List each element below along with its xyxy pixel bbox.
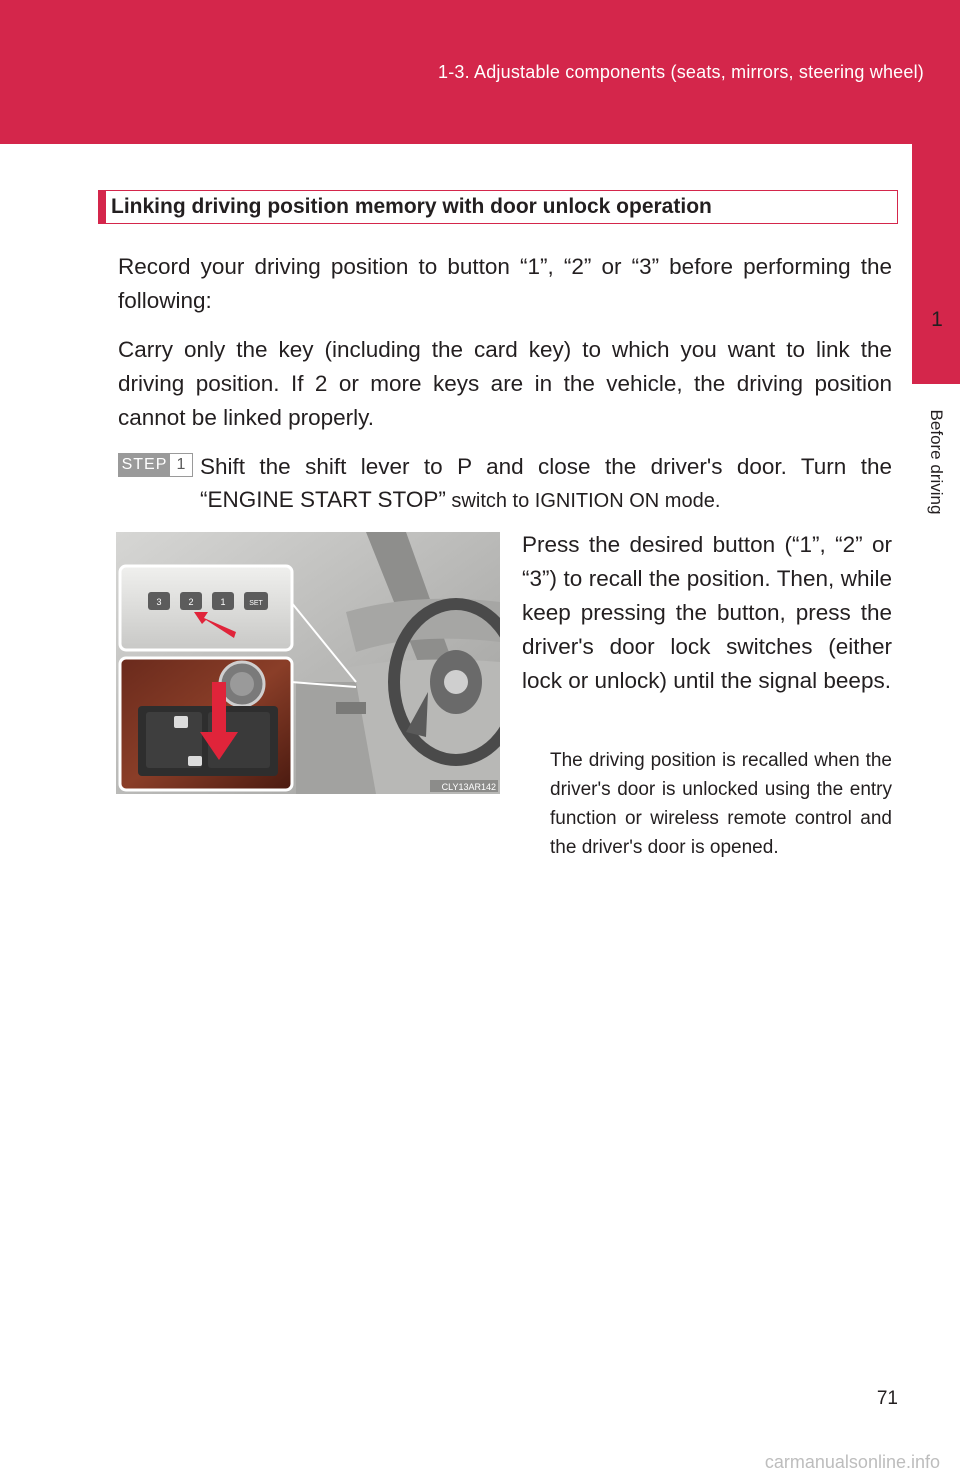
intro-paragraph-1: Record your driving position to button “1”, “2” or “3” before performing the following: [118,254,892,313]
button-3-label: 3 [156,597,162,607]
button-2-label: 2 [188,597,194,607]
step-1-badge [118,453,193,477]
heading-accent-bar [98,190,106,224]
step-label: STEP [119,454,170,476]
memory-switch-illustration [116,532,500,794]
chapter-section-title: 1-3. Adjustable components (seats, mirrors, steering wheel) [437,62,924,82]
step-1-instruction: Shift the shift lever to P and close the driver's door. Turn the “ENGINE START STOP” [200,454,892,512]
section-heading: Linking driving position memory with door unlock operation [111,195,712,218]
button-1-label: 1 [220,597,226,607]
step-2-note: The driving position is recalled when the driver's door is unlocked using the entry function or wireless remote control and the driver's door is opened. [550,750,892,858]
section-heading-box [98,190,898,224]
figure-code: CLY13AR142 [441,782,496,792]
intro-paragraph-2: Carry only the key (including the card key) to which you want to link the driving position. If 2 or more keys are in the vehicle, the driving position cannot be linked properly. [118,337,892,430]
step-2-text: Press the desired button (“1”, “2” or “3”) to recall the position. Then, while keep pressing the button, press the driver's door lock switches (either lock or unlock) until the signal beeps. [522,532,892,693]
button-set-label: SET [249,600,263,607]
chapter-number: 1 [931,308,943,331]
watermark: carmanualsonline.info [764,1452,940,1472]
chapter-tab [912,144,960,384]
page-header [0,0,960,144]
step-1-instruction-small: switch to IGNITION ON mode. [445,490,721,512]
step-number: 1 [176,456,186,473]
page-number: 71 [876,1388,898,1409]
step-1-text [200,450,892,518]
chapter-label: Before driving [927,409,946,515]
illustration-svg [116,532,500,794]
